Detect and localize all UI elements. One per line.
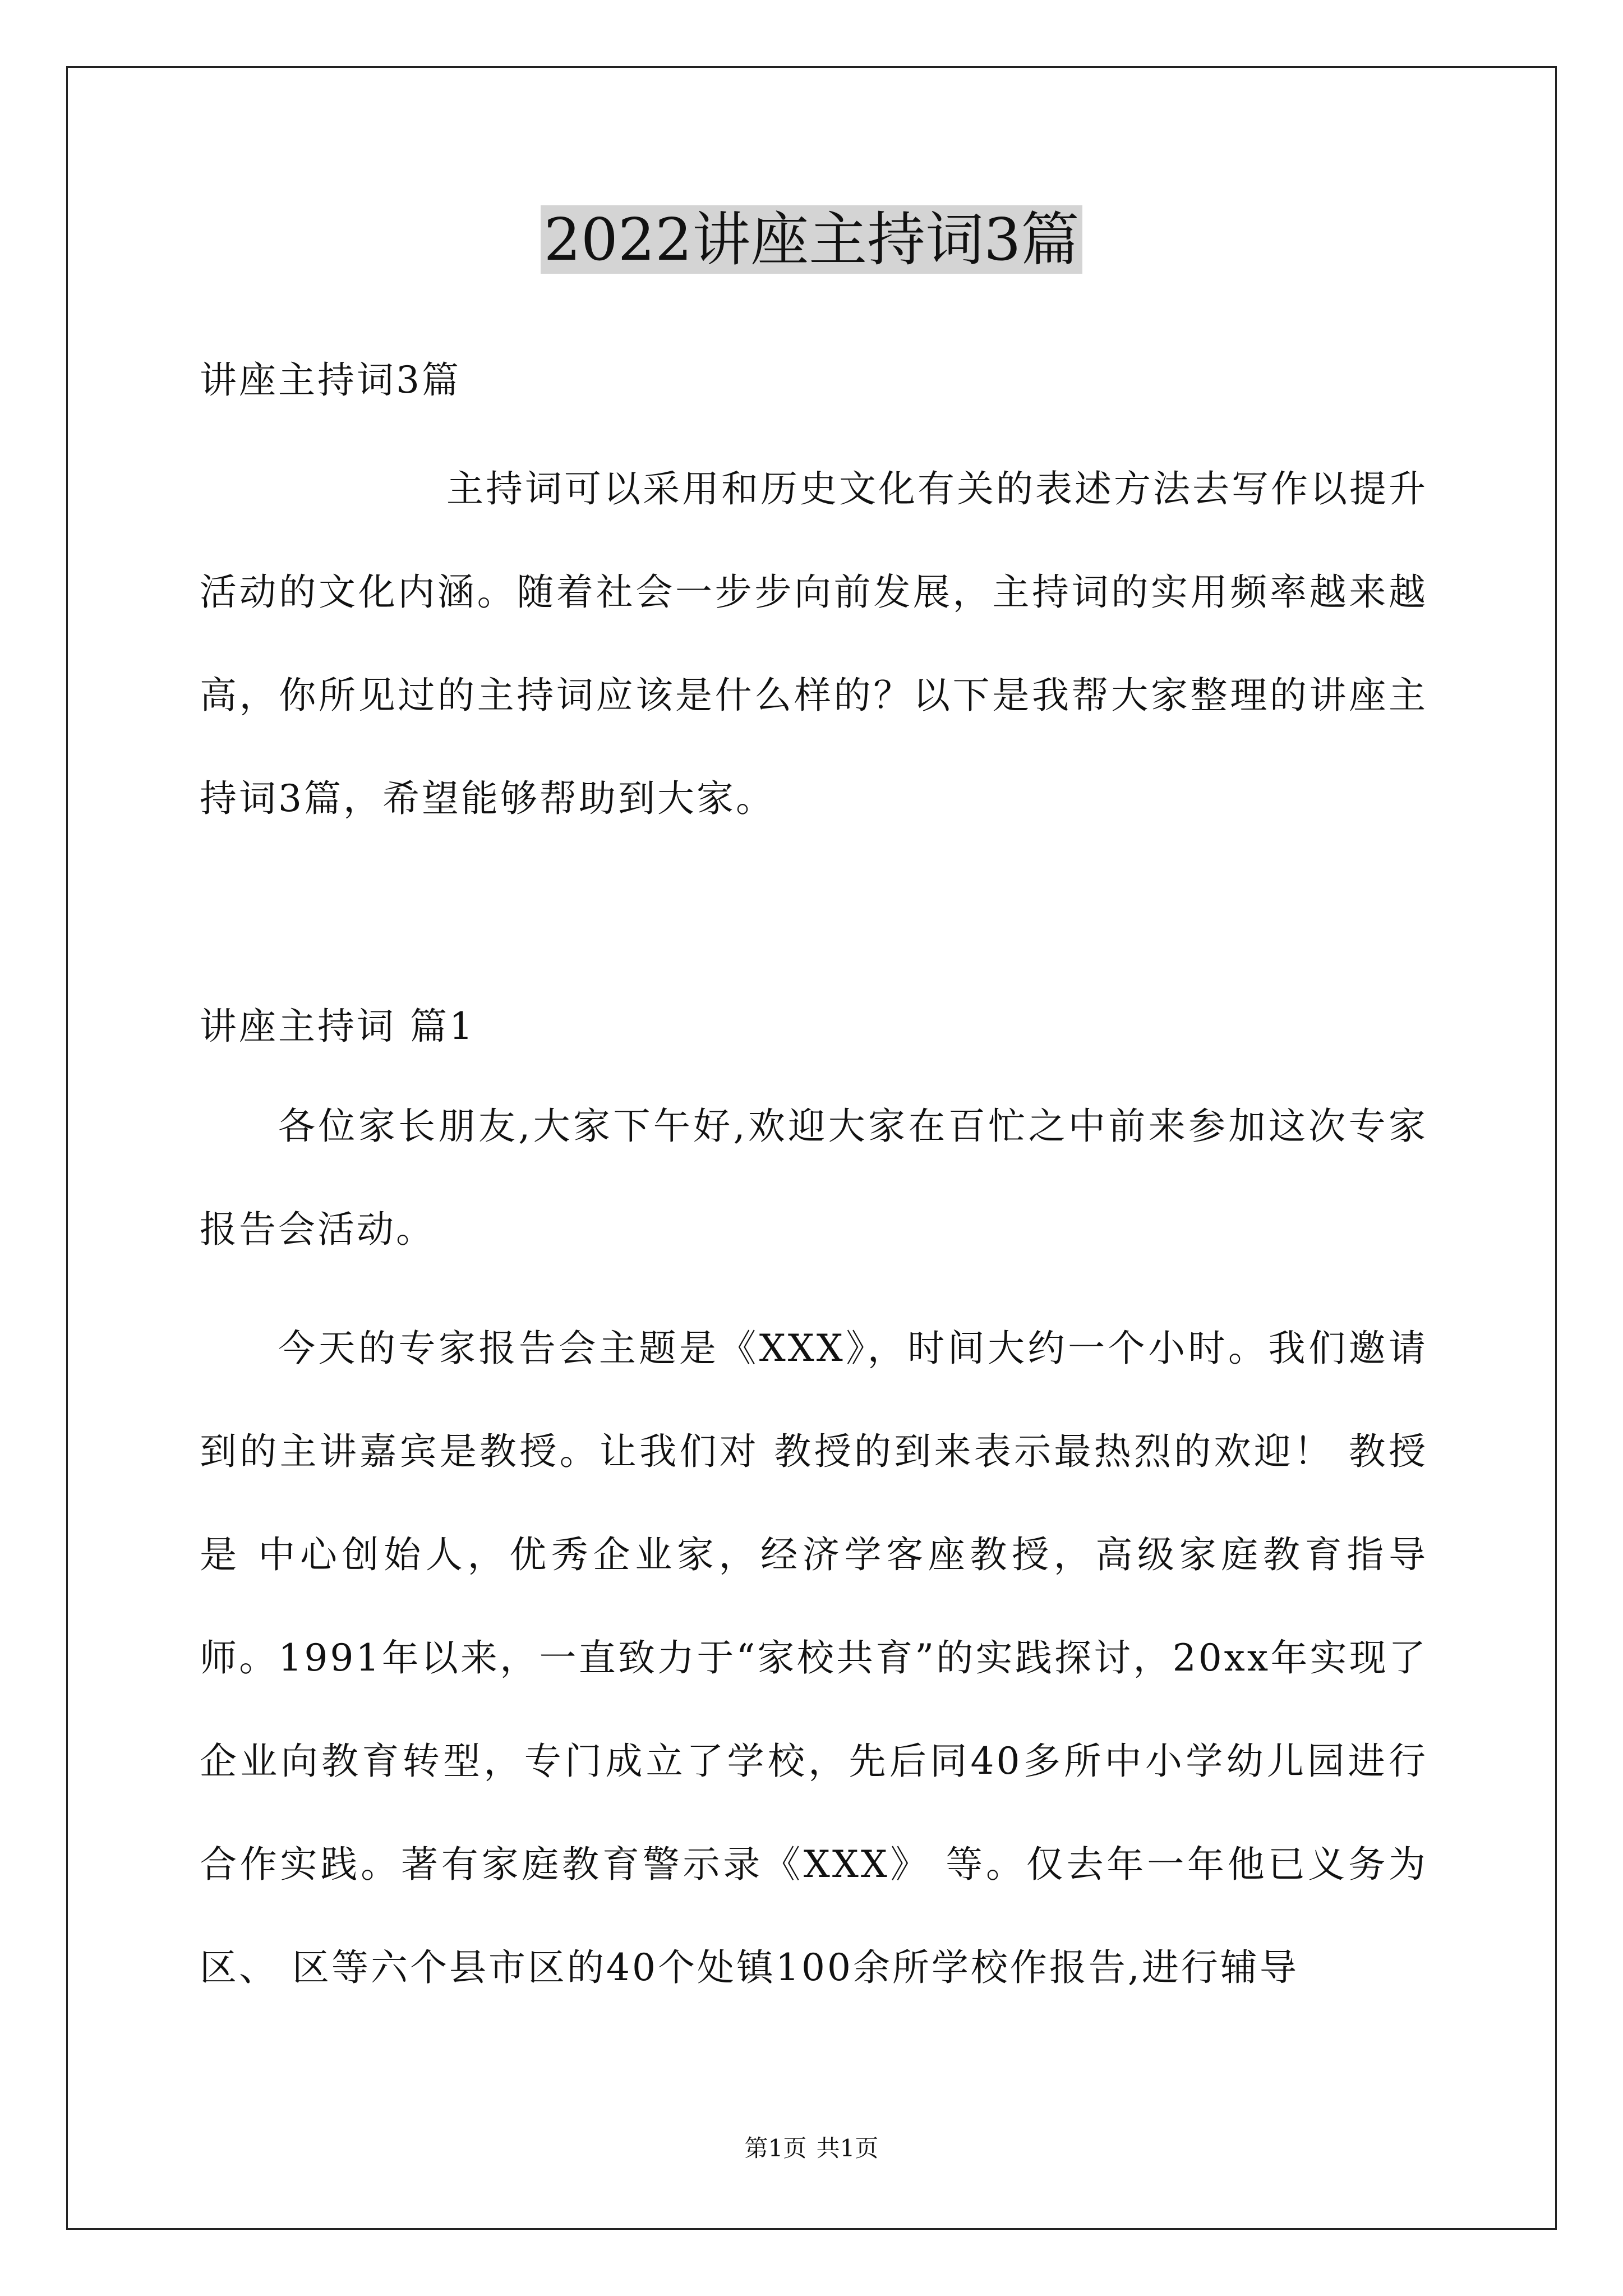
section-1-paragraph-1: 各位家长朋友,大家下午好,欢迎大家在百忙之中前来参加这次专家报告会活动。: [200, 1105, 1428, 1251]
page-footer: 第1页 共1页: [744, 2134, 879, 2162]
document-title-text: 2022讲座主持词3篇: [541, 205, 1083, 274]
intro-paragraph: 主持词可以采用和历史文化有关的表述方法去写作以提升活动的文化内涵。随着社会一步步向前发展，主持词的实用频率越来越高，你所见过的主持词应该是什么样的？以下是我帮大家整理的讲座主持词3篇，希望能够帮助到大家。: [200, 467, 1428, 820]
section-1-paragraph-2: 今天的专家报告会主题是《XXX》，时间大约一个小时。我们邀请到的主讲嘉宾是教授。让我们对 教授的到来表示最热烈的欢迎！ 教授是 中心创始人，优秀企业家，经济学客座教授，高级家庭教育指导师。1991年以来，一直致力于“家校共育”的实践探讨，20xx年实现了企业向教育转型，专门成立了学校，先后同40多所中小学幼儿园进行合作实践。著有家庭教育警示录《XXX》 等。仅去年一年他已义务为 区、 区等六个县市区的40个处镇100余所学校作报告,进行辅导: [200, 1327, 1428, 1989]
document-subtitle: 讲座主持词3篇: [200, 358, 461, 402]
section-heading-1: 讲座主持词 篇1: [200, 1005, 475, 1048]
document-title: [0, 197, 1623, 282]
